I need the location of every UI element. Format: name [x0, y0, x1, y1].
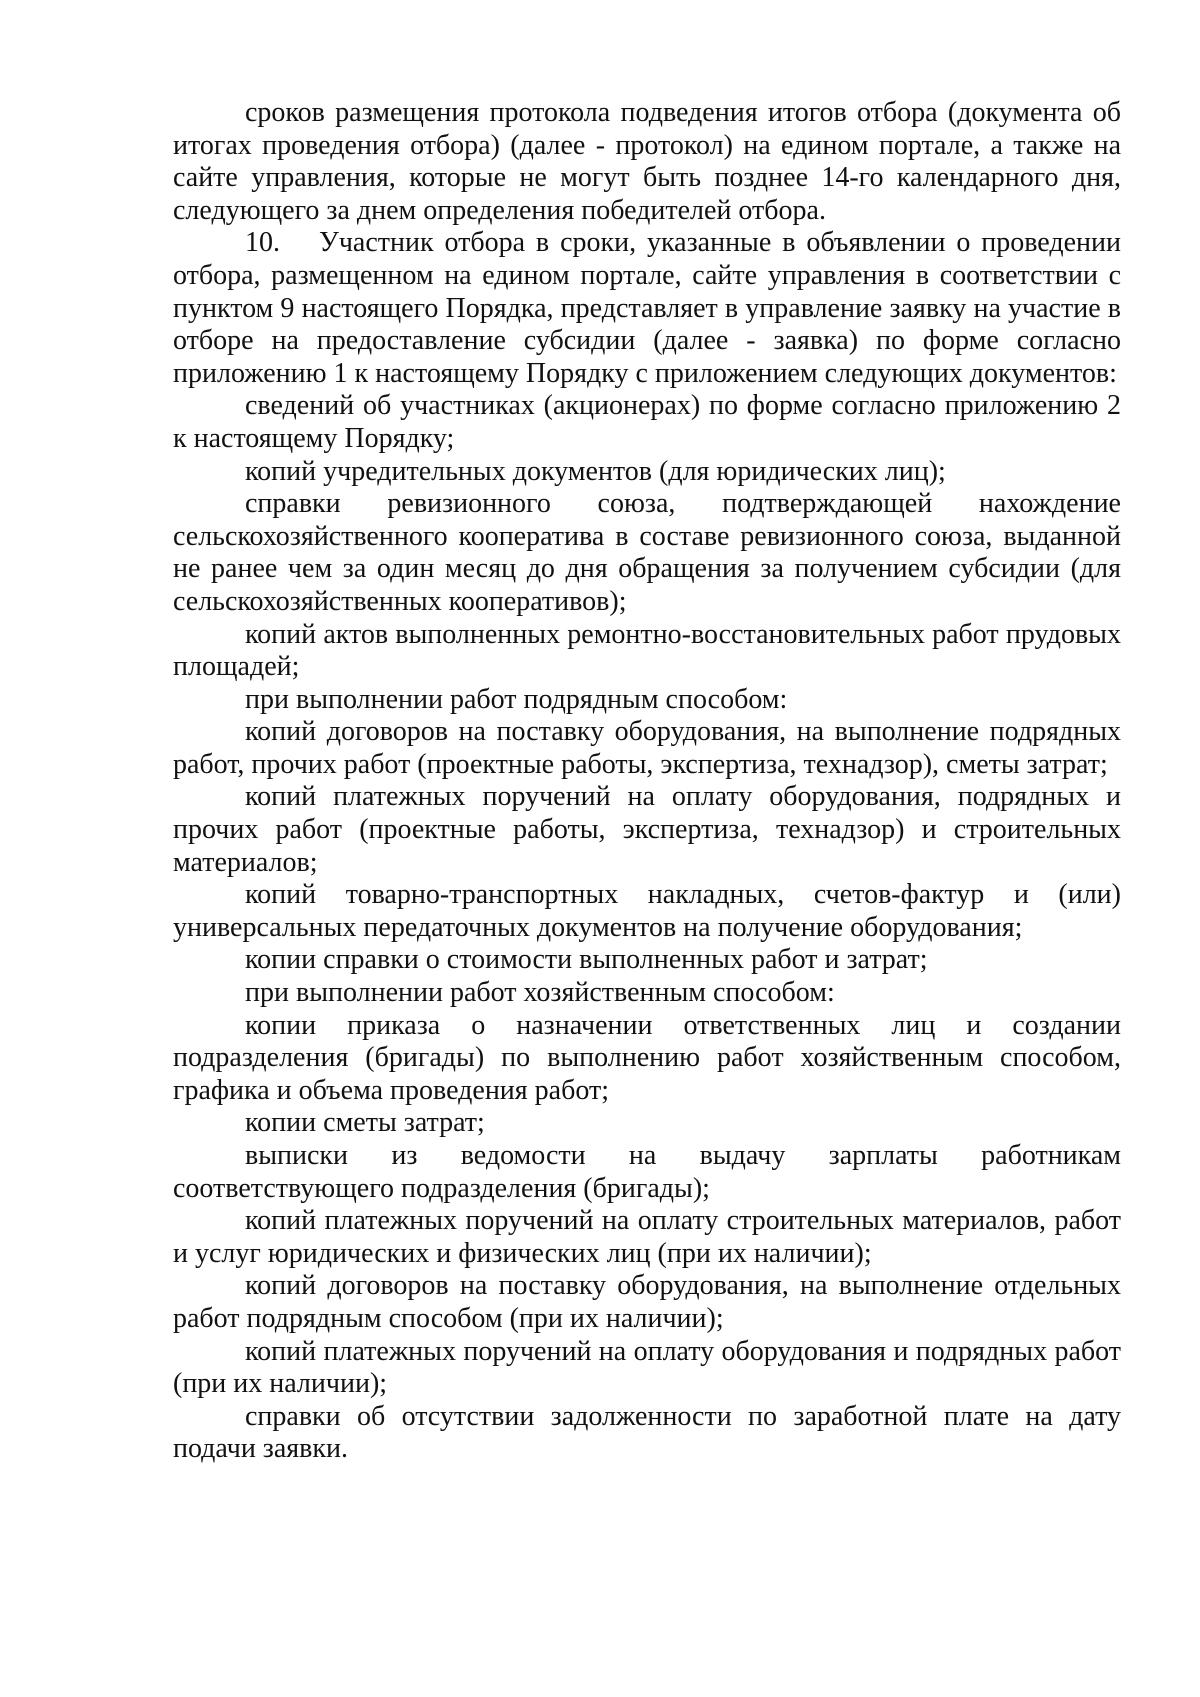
paragraph-item-10 [173, 227, 1121, 390]
paragraph-cost-estimate: копии сметы затрат; [245, 1107, 485, 1139]
paragraph-contract-method-heading: при выполнении работ подрядным способом: [245, 683, 788, 715]
paragraph-audit-union-certificate: справки ревизионного союза, подтверждающей нахождение сельскохозяйственного кооператива в составе ревизионного союза, выданной не ранее чем за один месяц до дня обращения за получением субсидии (для сельскохозяйственных кооперативов); [173, 488, 1121, 617]
paragraph-text: Участник отбора в сроки, указанные в объявлении о проведении отбора, размещенном на едином портале, сайте управления в соответствии с пунктом 9 настоящего Порядка, представляет в управление заявку на участие в отборе на предоставление субсидии (далее - заявка) по форме согласно приложению 1 к настоящему Порядку с приложением следующих документов: [173, 227, 1121, 389]
paragraph-no-wage-arrears: справки об отсутствии задолженности по заработной плате на дату подачи заявки. [173, 1400, 1121, 1465]
paragraph-payroll-extracts: выписки из ведомости на выдачу зарплаты работникам соответствующего подразделения (бригады); [173, 1140, 1121, 1204]
paragraph-founding-documents: копий учредительных документов (для юридических лиц); [245, 455, 946, 487]
paragraph-repair-acts: копий актов выполненных ремонтно-восстановительных работ прудовых площадей; [173, 618, 1121, 683]
paragraph-separate-works-contracts: копий договоров на поставку оборудования, на выполнение отдельных работ подрядным способом (при их наличии); [173, 1270, 1121, 1334]
paragraph-supply-contracts: копий договоров на поставку оборудования, на выполнение подрядных работ, прочих работ (проектные работы, экспертиза, технадзор), сметы затрат; [173, 716, 1121, 780]
paragraph-order-copy: копии приказа о назначении ответственных лиц и создании подразделения (бригады) по выполнению работ хозяйственным способом, графика и объема проведения работ; [173, 1009, 1121, 1106]
paragraph-cost-certificate: копии справки о стоимости выполненных работ и затрат; [245, 944, 928, 976]
paragraph-equipment-payment-orders: копий платежных поручений на оплату оборудования и подрядных работ (при их наличии); [173, 1335, 1121, 1400]
paragraph-number: 10. [245, 227, 280, 259]
paragraph-shareholders-info: сведений об участниках (акционерах) по форме согласно приложению 2 к настоящему Порядку; [173, 390, 1121, 454]
paragraph-protocol-deadline: сроков размещения протокола подведения итогов отбора (документа об итогах проведения отбора) (далее - протокол) на едином портале, а также на сайте управления, которые не могут быть позднее 14-го календарного дня, следующего за днем определения победителей отбора. [173, 97, 1121, 226]
paragraph-payment-orders: копий платежных поручений на оплату оборудования, подрядных и прочих работ (проектные работы, экспертиза, технадзор) и строительных материалов; [173, 781, 1121, 878]
paragraph-waybills: копий товарно-транспортных накладных, счетов-фактур и (или) универсальных передаточных документов на получение оборудования; [173, 879, 1121, 943]
document-page [173, 97, 1121, 1466]
paragraph-materials-payment-orders: копий платежных поручений на оплату строительных материалов, работ и услуг юридических и физических лиц (при их наличии); [173, 1205, 1121, 1269]
paragraph-in-house-method-heading: при выполнении работ хозяйственным способом: [245, 977, 835, 1009]
